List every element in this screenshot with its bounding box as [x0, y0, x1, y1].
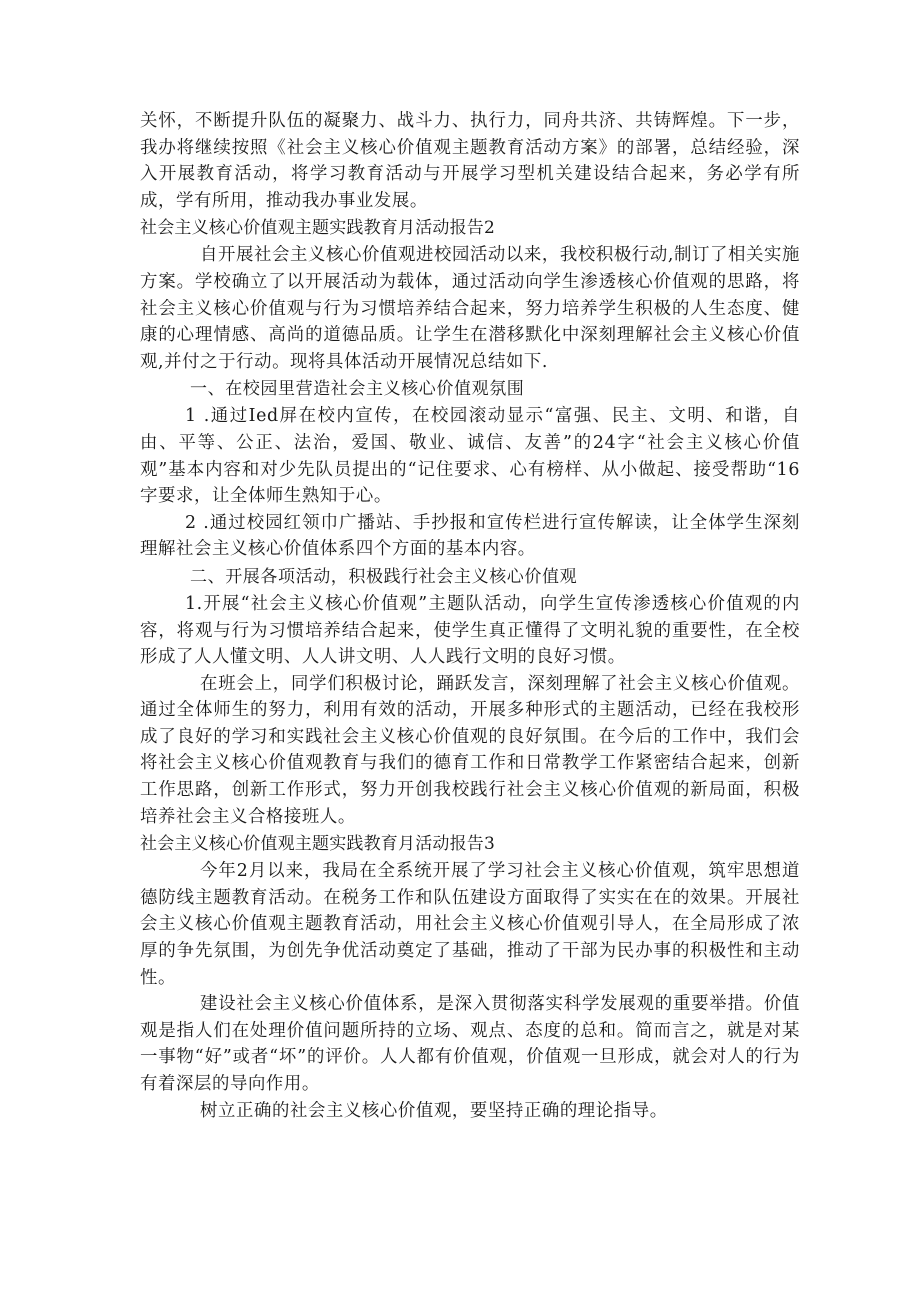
report-3-values-paragraph: 建设社会主义核心价值体系，是深入贯彻落实科学发展观的重要举措。价值观是指人们在处理价值问题所持的立场、观点、态度的总和。简而言之，就是对某一事物“好”或者“坏”的评价。人人都有价值观，价值观一旦形成，就会对人的行为有着深层的导向作用。 [140, 994, 800, 1094]
report-3-intro-paragraph: 今年2月以来，我局在全系统开展了学习社会主义核心价值观，筑牢思想道德防线主题教育活动。在税务工作和队伍建设方面取得了实实在在的效果。开展社会主义核心价值观主题教育活动，用社会主义核心价值观引导人，在全局形成了浓厚的争先氛围，为创先争优活动奠定了基础，推动了干部为民办事的积极性和主动性。 [140, 861, 800, 988]
report-3-heading: 社会主义核心价值观主题实践教育月活动报告3 [140, 834, 496, 855]
report-3-theory-paragraph: 树立正确的社会主义核心价值观，要坚持正确的理论指导。 [200, 1100, 668, 1121]
section-1-item-2: 2 .通过校园红领巾广播站、手抄报和宣传栏进行宣传解读，让全体学生深刻理解社会主义核心价值体系四个方面的基本内容。 [140, 512, 800, 560]
section-1-heading: 一、在校园里营造社会主义核心价值观氛围 [190, 379, 525, 400]
report-2-heading: 社会主义核心价值观主题实践教育月活动报告2 [140, 218, 496, 239]
section-2-item-1: 1.开展“社会主义核心价值观”主题队活动，向学生宣传渗透核心价值观的内容，将观与行为习惯培养结合起来，使学生真正懂得了文明礼貌的重要性，在全校形成了人人懂文明、人人讲文明、人人践行文明的良好习惯。 [140, 593, 800, 668]
section-2-heading: 二、开展各项活动，积极践行社会主义核心价值观 [190, 566, 578, 587]
document-page [140, 108, 800, 1124]
paragraph-closing-summary: 关怀，不断提升队伍的凝聚力、战斗力、执行力，同舟共济、共铸辉煌。下一步，我办将继续按照《社会主义核心价值观主题教育活动方案》的部署，总结经验，深入开展教育活动，将学习教育活动与开展学习型机关建设结合起来，务必学有所成，学有所用，推动我办事业发展。 [140, 111, 800, 211]
section-1-item-1: 1 .通过Ied屏在校内宣传，在校园滚动显示“富强、民主、文明、和谐，自由、平等、公正、法治，爱国、敬业、诚信、友善”的24字“社会主义核心价值观”基本内容和对少先队员提出的“记住要求、心有榜样、从小做起、接受帮助“16字要求，让全体师生熟知于心。 [140, 406, 800, 507]
section-2-class-meeting-paragraph: 在班会上，同学们积极讨论，踊跃发言，深刻理解了社会主义核心价值观。通过全体师生的努力，利用有效的活动，开展多种形式的主题活动，已经在我校形成了良好的学习和实践社会主义核心价值观的良好氛围。在今后的工作中，我们会将社会主义核心价值观教育与我们的德育工作和日常教学工作紧密结合起来，创新工作思路，创新工作形式，努力开创我校践行社会主义核心价值观的新局面，积极培养社会主义合格接班人。 [140, 673, 800, 827]
report-2-intro-paragraph: 自开展社会主义核心价值观进校园活动以来，我校积极行动,制订了相关实施方案。学校确立了以开展活动为载体，通过活动向学生渗透核心价值观的思路，将社会主义核心价值观与行为习惯培养结合起来，努力培养学生积极的人生态度、健康的心理情感、高尚的道德品质。让学生在潜移默化中深刻理解社会主义核心价值观,并付之于行动。现将具体活动开展情况总结如下. [140, 245, 800, 372]
